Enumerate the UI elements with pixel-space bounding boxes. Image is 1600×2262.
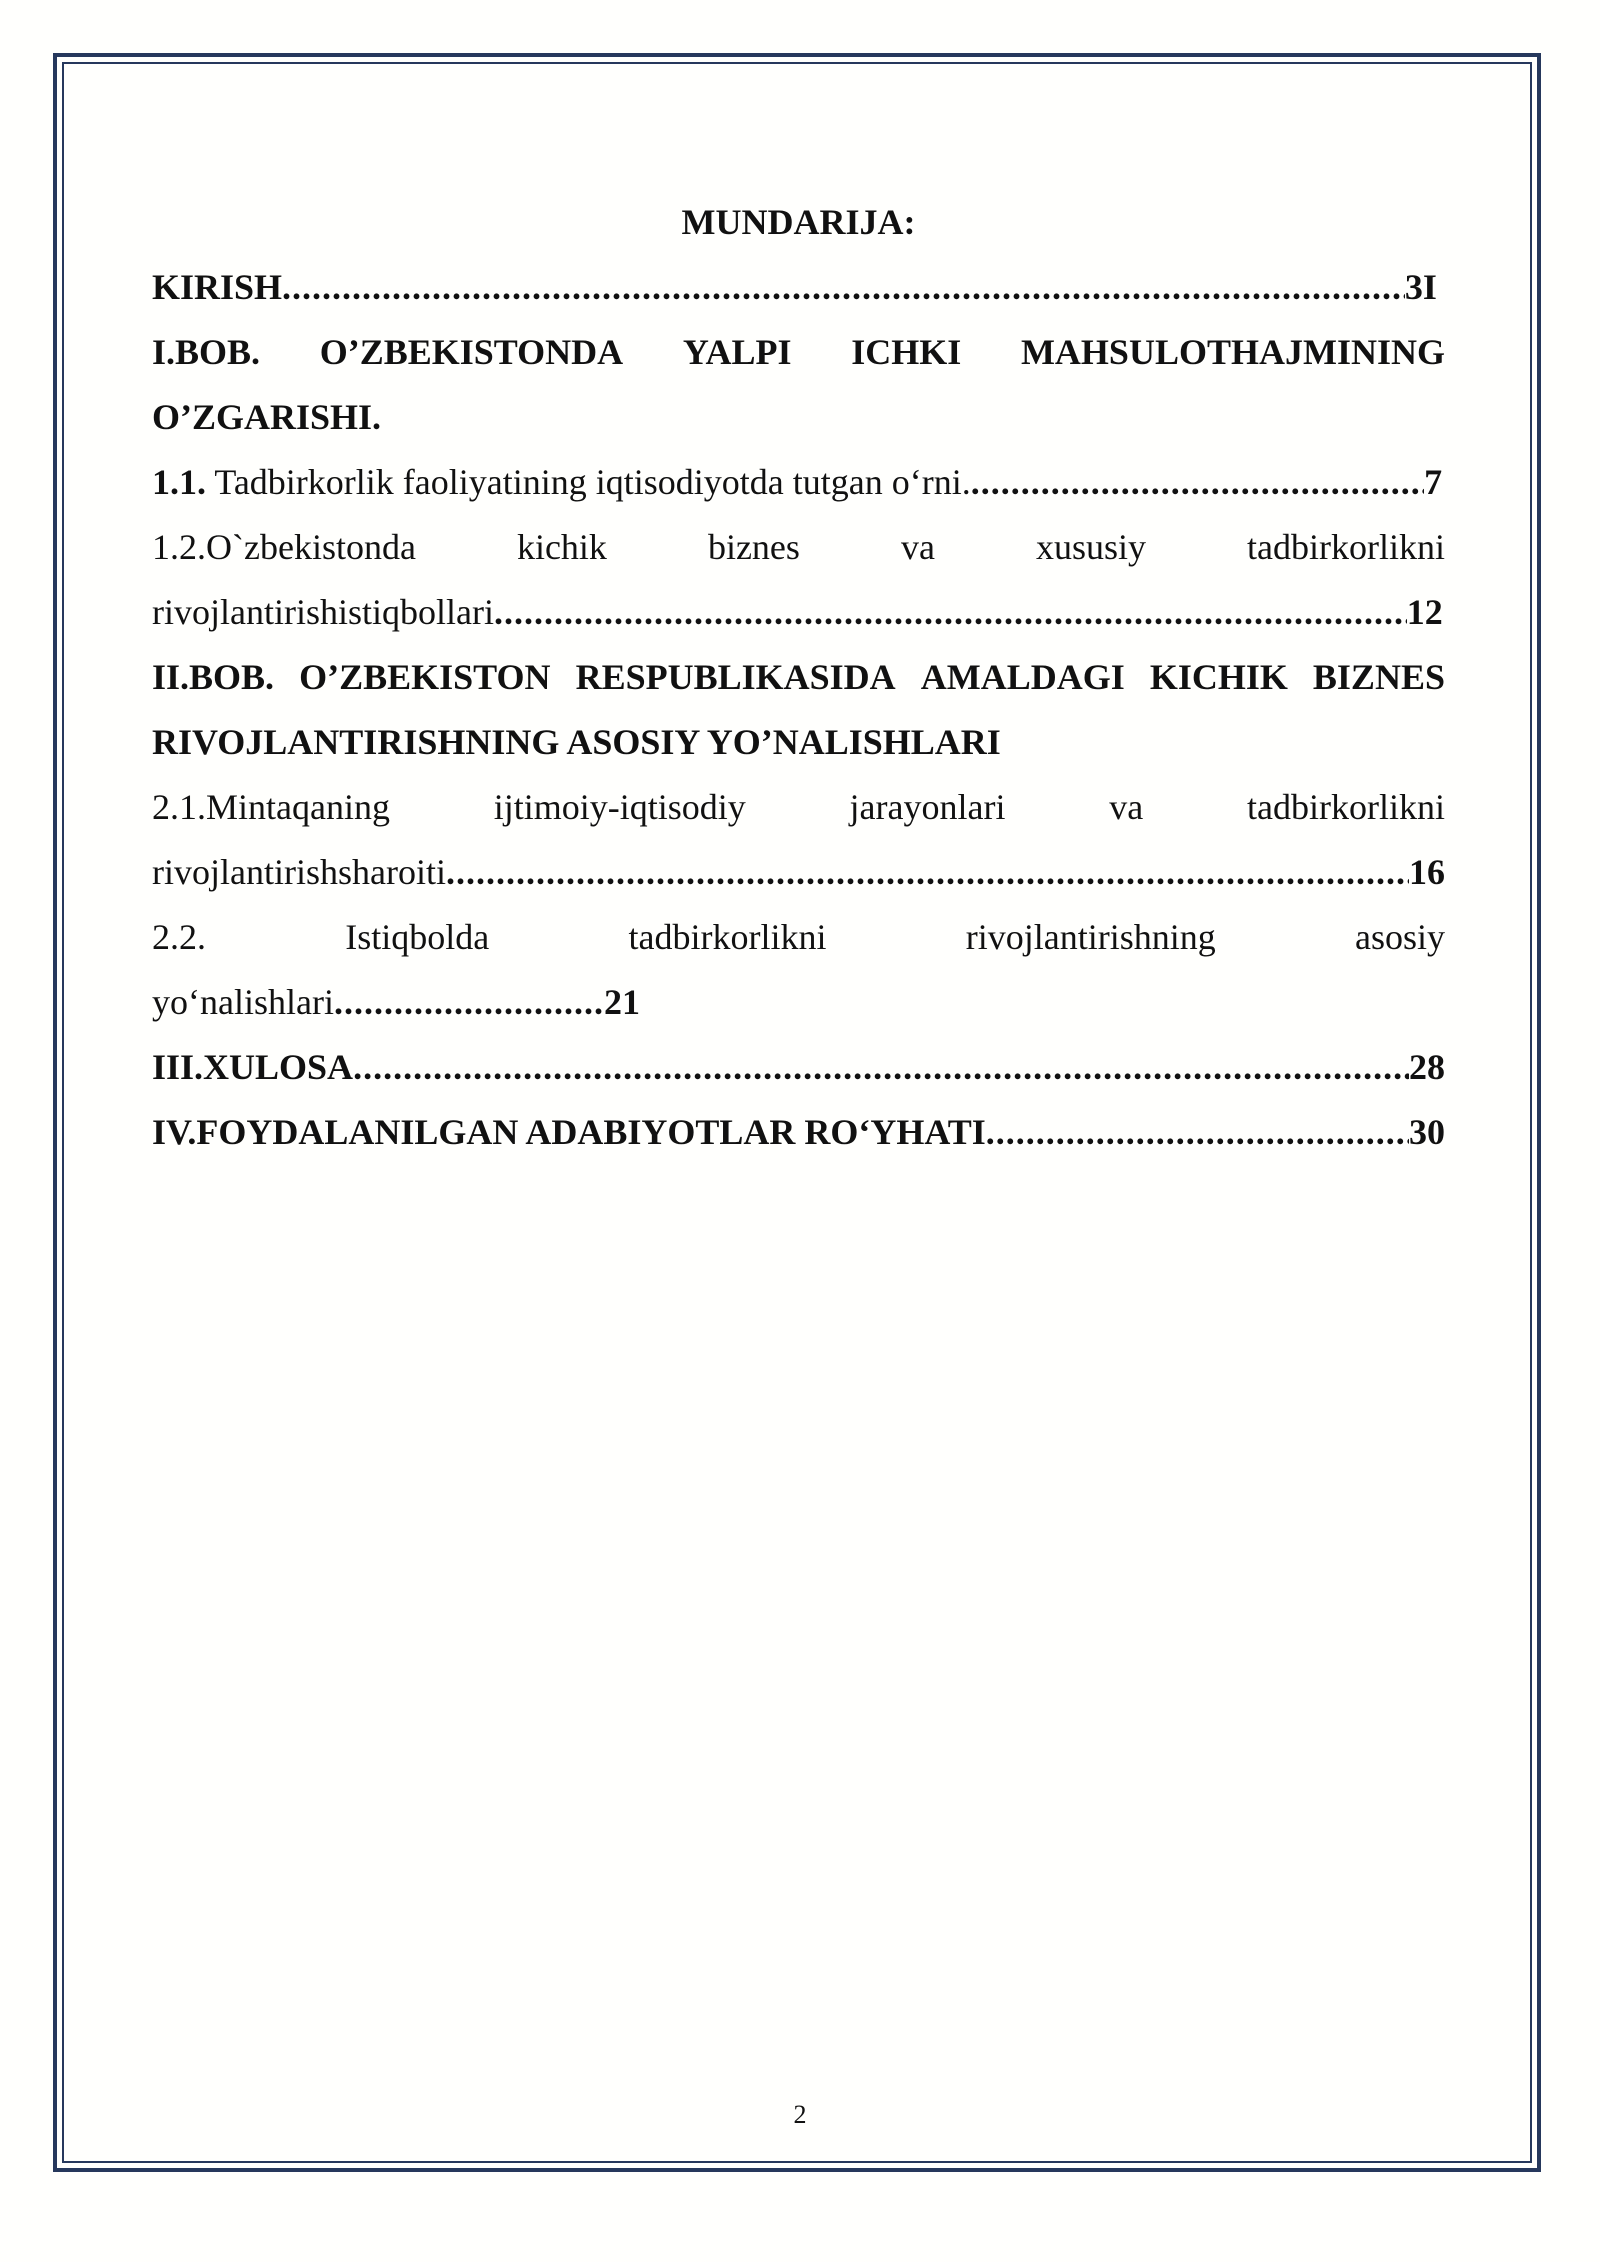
toc-entry-1-2-line2: [152, 580, 1445, 645]
toc-entry-label: rivojlantirishistiqbollari: [152, 592, 494, 632]
toc-word: O’ZBEKISTON: [299, 657, 551, 697]
toc-entry-xulosa: [152, 1035, 1445, 1100]
toc-entry-label: KIRISH: [152, 267, 283, 307]
dot-leader: [986, 1100, 1409, 1165]
toc-page-number: 21: [603, 982, 640, 1022]
toc-word: tadbirkorlikni: [1246, 527, 1445, 567]
toc-page-number: 16: [1409, 852, 1445, 892]
toc-word: O’ZBEKISTONDA: [319, 332, 624, 372]
toc-word: I.BOB.: [152, 332, 261, 372]
toc-word: xususiy: [1035, 527, 1146, 567]
toc-word: Istiqbolda: [345, 917, 490, 957]
toc-entry-2-1-line2: [152, 840, 1445, 905]
toc-section-number: 1.2.: [152, 527, 206, 567]
toc-entry-kirish: [152, 255, 1445, 320]
toc-page-number: 30: [1409, 1112, 1445, 1152]
toc-word: [152, 775, 390, 840]
toc-entry-bob1: [152, 320, 1445, 385]
toc-word: ICHKI: [851, 332, 962, 372]
toc-entry-label: IV.FOYDALANILGAN ADABIYOTLAR RO‘YHATI: [152, 1112, 986, 1152]
toc-word-text: Mintaqaning: [206, 787, 390, 827]
toc-entry-1-2: [152, 515, 1445, 580]
toc-page-number: 3I: [1404, 267, 1437, 307]
toc-word: biznes: [707, 527, 800, 567]
toc-word: tadbirkorlikni: [628, 917, 827, 957]
toc-word: BIZNES: [1312, 657, 1445, 697]
toc-entry-adabiyot: [152, 1100, 1445, 1165]
toc-entry-1-1: [152, 450, 1445, 515]
toc-word: rivojlantirishning: [965, 917, 1216, 957]
toc-word: kichik: [516, 527, 607, 567]
toc-section-number: 2.2.: [152, 917, 206, 957]
toc-word: RESPUBLIKASIDA: [575, 657, 896, 697]
toc-word: va: [900, 527, 935, 567]
toc-entry-2-2-line2: [152, 970, 1445, 1035]
toc-title: MUNDARIJA:: [681, 202, 916, 242]
dot-leader: [971, 450, 1424, 515]
toc-word: va: [1109, 787, 1144, 827]
toc-entry-label: III.XULOSA: [152, 1047, 354, 1087]
toc-entry-bob2-line2: [152, 710, 1445, 775]
toc-page-number: 7: [1424, 462, 1443, 502]
toc-entry-label: RIVOJLANTIRISHNING ASOSIY YO’NALISHLARI: [152, 722, 1001, 762]
toc-word: [152, 515, 416, 580]
toc-word: tadbirkorlikni: [1246, 787, 1445, 827]
page-number: 2: [793, 2100, 807, 2129]
dot-leader: ...........................: [333, 982, 604, 1022]
toc-word: II.BOB.: [152, 657, 275, 697]
dot-leader: [282, 255, 1405, 320]
toc-entry-2-2: [152, 905, 1445, 970]
toc-word: asosiy: [1355, 917, 1445, 957]
toc-entry-label: rivojlantirishsharoiti: [152, 852, 446, 892]
toc-entry-label: Tadbirkorlik faoliyatining iqtisodiyotda tutgan o‘rni.: [206, 462, 971, 502]
toc-entry-bob1-line2: [152, 385, 1445, 450]
toc-word: KICHIK: [1149, 657, 1288, 697]
table-of-contents: [152, 190, 1445, 1165]
toc-word: ijtimoiy-iqtisodiy: [493, 787, 746, 827]
toc-entry-label: O’ZGARISHI.: [152, 397, 382, 437]
toc-entry-label: yo‘nalishlari: [152, 982, 334, 1022]
toc-entry-2-1: [152, 775, 1445, 840]
toc-word: YALPI: [682, 332, 792, 372]
toc-entry-bob2: [152, 645, 1445, 710]
toc-word: AMALDAGI: [920, 657, 1125, 697]
toc-section-number: 2.1.: [152, 787, 206, 827]
dot-leader: [446, 840, 1409, 905]
toc-section-number: 1.1.: [152, 462, 206, 502]
toc-page-number: 28: [1409, 1047, 1445, 1087]
toc-word: MAHSULOTHAJMINING: [1020, 332, 1445, 372]
toc-word: jarayonlari: [849, 787, 1006, 827]
dot-leader: [494, 580, 1407, 645]
toc-page-number: 12: [1406, 592, 1443, 632]
dot-leader: [353, 1035, 1409, 1100]
toc-word-text: O`zbekistonda: [206, 527, 416, 567]
